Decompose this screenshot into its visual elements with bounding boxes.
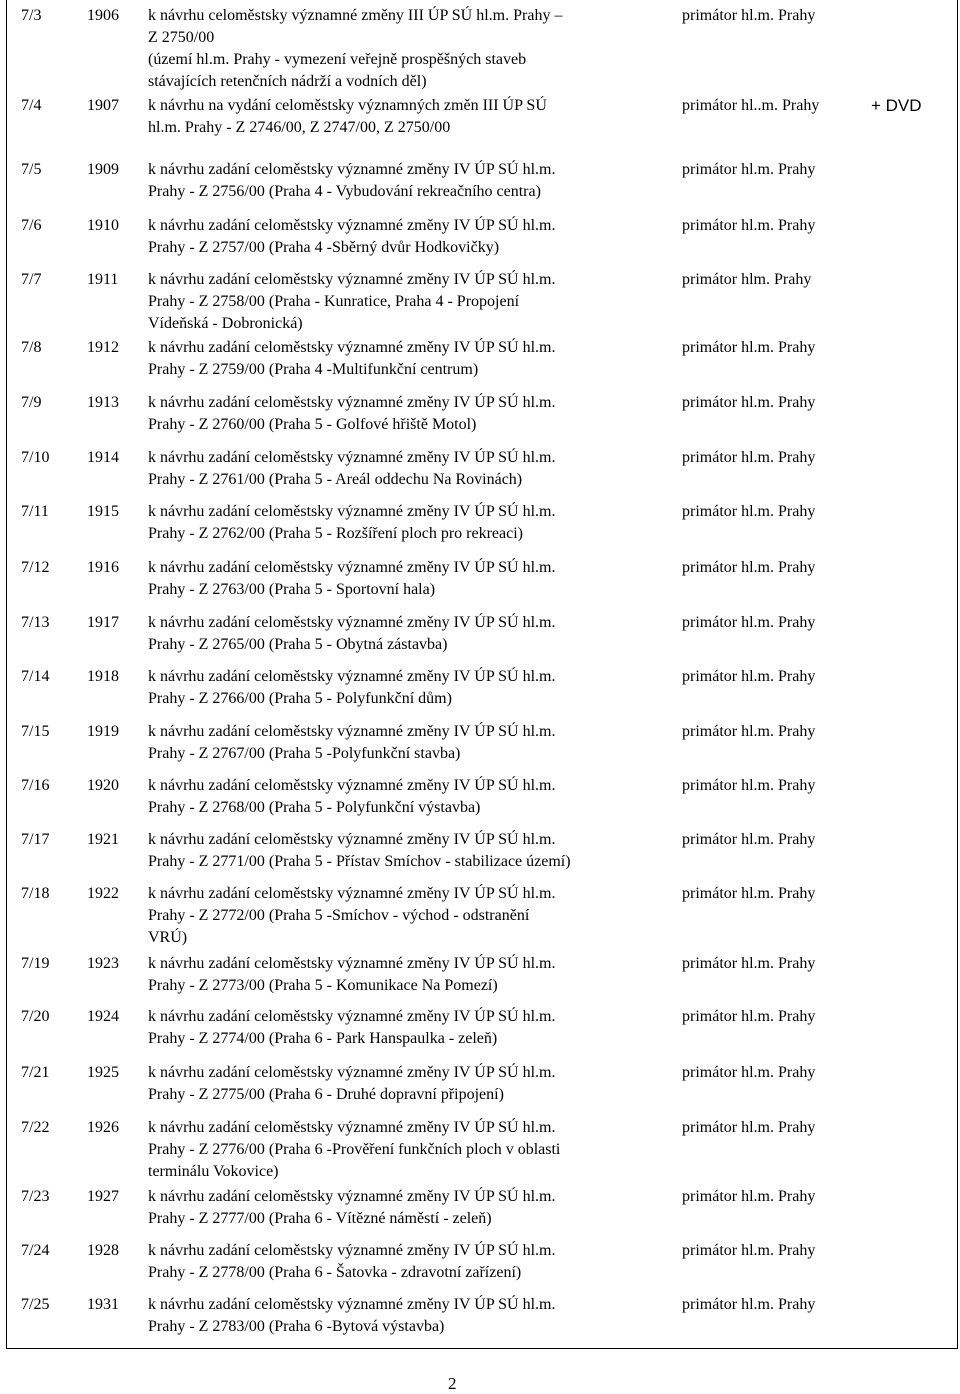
item-description: k návrhu zadání celoměstsky významné změny IV ÚP SÚ hl.m. Prahy - Z 2766/00 (Praha 5 - Polyfunkční dům): [148, 668, 556, 707]
item-code: 1918: [87, 668, 119, 685]
item-code: 1926: [87, 1119, 119, 1136]
item-code: 1917: [87, 614, 119, 631]
item-description: k návrhu na vydání celoměstsky významných změn III ÚP SÚ hl.m. Prahy - Z 2746/00, Z 2747/00, Z 2750/00: [148, 97, 547, 136]
item-code: 1914: [87, 449, 119, 466]
item-responsible: primátor hl.m. Prahy: [682, 723, 816, 740]
item-responsible: primátor hl.m. Prahy: [682, 394, 816, 411]
item-number: 7/11: [21, 503, 49, 520]
item-number: 7/18: [21, 885, 50, 902]
item-responsible: primátor hl.m. Prahy: [682, 1242, 816, 1259]
item-responsible: primátor hl.m. Prahy: [682, 777, 816, 794]
item-description: k návrhu zadání celoměstsky významné změny IV ÚP SÚ hl.m. Prahy - Z 2774/00 (Praha 6 - Park Hanspaulka - zeleň): [148, 1008, 556, 1047]
item-description: k návrhu zadání celoměstsky významné změny IV ÚP SÚ hl.m. Prahy - Z 2778/00 (Praha 6 - Šatovka - zdravotní zařízení): [148, 1242, 556, 1281]
item-number: 7/9: [21, 394, 42, 411]
item-description: k návrhu zadání celoměstsky významné změny IV ÚP SÚ hl.m. Prahy - Z 2756/00 (Praha 4 - Vybudování rekreačního centra): [148, 161, 556, 200]
item-number: 7/17: [21, 831, 50, 848]
item-description: k návrhu zadání celoměstsky významné změny IV ÚP SÚ hl.m. Prahy - Z 2776/00 (Praha 6 -Prověření funkčních ploch v oblasti terminálu Vokovice): [148, 1119, 561, 1180]
item-number: 7/24: [21, 1242, 50, 1259]
item-number: 7/6: [21, 217, 42, 234]
item-responsible: primátor hl.m. Prahy: [682, 1064, 816, 1081]
item-description: k návrhu zadání celoměstsky významné změny IV ÚP SÚ hl.m. Prahy - Z 2761/00 (Praha 5 - Areál oddechu Na Rovinách): [148, 449, 556, 488]
item-code: 1919: [87, 723, 119, 740]
item-description: k návrhu zadání celoměstsky významné změny IV ÚP SÚ hl.m. Prahy - Z 2765/00 (Praha 5 - Obytná zástavba): [148, 614, 556, 653]
item-responsible: primátor hl.m. Prahy: [682, 831, 816, 848]
item-code: 1931: [87, 1296, 119, 1313]
item-code: 1907: [87, 97, 119, 114]
item-responsible: primátor hl.m. Prahy: [682, 1296, 816, 1313]
item-description: k návrhu zadání celoměstsky významné změny IV ÚP SÚ hl.m. Prahy - Z 2772/00 (Praha 5 -Smíchov - východ - odstranění VRÚ): [148, 885, 556, 946]
item-description: k návrhu zadání celoměstsky významné změny IV ÚP SÚ hl.m. Prahy - Z 2760/00 (Praha 5 - Golfové hřiště Motol): [148, 394, 556, 433]
item-number: 7/14: [21, 668, 50, 685]
item-number: 7/12: [21, 559, 50, 576]
item-description: k návrhu zadání celoměstsky významné změny IV ÚP SÚ hl.m. Prahy - Z 2783/00 (Praha 6 -Bytová výstavba): [148, 1296, 556, 1335]
item-code: 1913: [87, 394, 119, 411]
item-number: 7/19: [21, 955, 50, 972]
item-code: 1927: [87, 1188, 119, 1205]
item-code: 1925: [87, 1064, 119, 1081]
item-number: 7/10: [21, 449, 50, 466]
item-description: k návrhu zadání celoměstsky významné změny IV ÚP SÚ hl.m. Prahy - Z 2771/00 (Praha 5 - Přístav Smíchov - stabilizace území): [148, 831, 571, 870]
item-note: + DVD: [871, 96, 922, 115]
item-description: k návrhu zadání celoměstsky významné změny IV ÚP SÚ hl.m. Prahy - Z 2762/00 (Praha 5 - Rozšíření ploch pro rekreaci): [148, 503, 556, 542]
item-responsible: primátor hl.m. Prahy: [682, 885, 816, 902]
item-description: k návrhu zadání celoměstsky významné změny IV ÚP SÚ hl.m. Prahy - Z 2773/00 (Praha 5 - Komunikace Na Pomezí): [148, 955, 556, 994]
item-number: 7/5: [21, 161, 42, 178]
item-description: k návrhu zadání celoměstsky významné změny IV ÚP SÚ hl.m. Prahy - Z 2767/00 (Praha 5 -Polyfunkční stavba): [148, 723, 556, 762]
item-responsible: primátor hl.m. Prahy: [682, 1119, 816, 1136]
item-code: 1910: [87, 217, 119, 234]
item-number: 7/4: [21, 97, 42, 114]
item-number: 7/21: [21, 1064, 50, 1081]
item-responsible: primátor hl.m. Prahy: [682, 955, 816, 972]
item-code: 1915: [87, 503, 119, 520]
item-number: 7/7: [21, 271, 42, 288]
item-description: k návrhu zadání celoměstsky významné změny IV ÚP SÚ hl.m. Prahy - Z 2759/00 (Praha 4 -Multifunkční centrum): [148, 339, 556, 378]
item-responsible: primátor hl.m. Prahy: [682, 503, 816, 520]
item-responsible: primátor hl.m. Prahy: [682, 559, 816, 576]
item-responsible: primátor hl.m. Prahy: [682, 7, 816, 24]
item-number: 7/20: [21, 1008, 50, 1025]
item-code: 1922: [87, 885, 119, 902]
item-code: 1911: [87, 271, 119, 288]
item-description: k návrhu zadání celoměstsky významné změny IV ÚP SÚ hl.m. Prahy - Z 2758/00 (Praha - Kunratice, Praha 4 - Propojení Vídeňská - Dobronická): [148, 271, 556, 332]
item-code: 1921: [87, 831, 119, 848]
item-description: k návrhu zadání celoměstsky významné změny IV ÚP SÚ hl.m. Prahy - Z 2775/00 (Praha 6 - Druhé dopravní připojení): [148, 1064, 556, 1103]
item-responsible: primátor hl.m. Prahy: [682, 161, 816, 178]
item-code: 1916: [87, 559, 119, 576]
item-number: 7/22: [21, 1119, 50, 1136]
item-description: k návrhu zadání celoměstsky významné změny IV ÚP SÚ hl.m. Prahy - Z 2777/00 (Praha 6 - Vítězné náměstí - zeleň): [148, 1188, 556, 1227]
item-responsible: primátor hlm. Prahy: [682, 271, 812, 288]
item-number: 7/8: [21, 339, 42, 356]
item-responsible: primátor hl.m. Prahy: [682, 1188, 816, 1205]
item-description: k návrhu zadání celoměstsky významné změny IV ÚP SÚ hl.m. Prahy - Z 2757/00 (Praha 4 -Sběrný dvůr Hodkovičky): [148, 217, 556, 256]
item-description: k návrhu zadání celoměstsky významné změny IV ÚP SÚ hl.m. Prahy - Z 2763/00 (Praha 5 - Sportovní hala): [148, 559, 556, 598]
item-responsible: primátor hl.m. Prahy: [682, 1008, 816, 1025]
item-number: 7/3: [21, 7, 42, 24]
item-responsible: primátor hl.m. Prahy: [682, 449, 816, 466]
item-number: 7/15: [21, 723, 50, 740]
item-code: 1920: [87, 777, 119, 794]
item-number: 7/25: [21, 1296, 50, 1313]
page-number: 2: [448, 1374, 457, 1393]
item-description: k návrhu zadání celoměstsky významné změny IV ÚP SÚ hl.m. Prahy - Z 2768/00 (Praha 5 - Polyfunkční výstavba): [148, 777, 556, 816]
item-code: 1906: [87, 7, 119, 24]
item-responsible: primátor hl.m. Prahy: [682, 668, 816, 685]
item-code: 1928: [87, 1242, 119, 1259]
item-responsible: primátor hl.m. Prahy: [682, 614, 816, 631]
item-code: 1923: [87, 955, 119, 972]
item-number: 7/13: [21, 614, 50, 631]
item-responsible: primátor hl.m. Prahy: [682, 339, 816, 356]
item-description: k návrhu celoměstsky významné změny III ÚP SÚ hl.m. Prahy – Z 2750/00 (území hl.m. Prahy - vymezení veřejně prospěšných staveb stávajících retenčních nádrží a vodních děl): [148, 7, 563, 90]
item-code: 1912: [87, 339, 119, 356]
item-responsible: primátor hl.m. Prahy: [682, 217, 816, 234]
item-responsible: primátor hl..m. Prahy: [682, 97, 820, 114]
item-code: 1924: [87, 1008, 119, 1025]
item-code: 1909: [87, 161, 119, 178]
item-number: 7/16: [21, 777, 50, 794]
item-number: 7/23: [21, 1188, 50, 1205]
